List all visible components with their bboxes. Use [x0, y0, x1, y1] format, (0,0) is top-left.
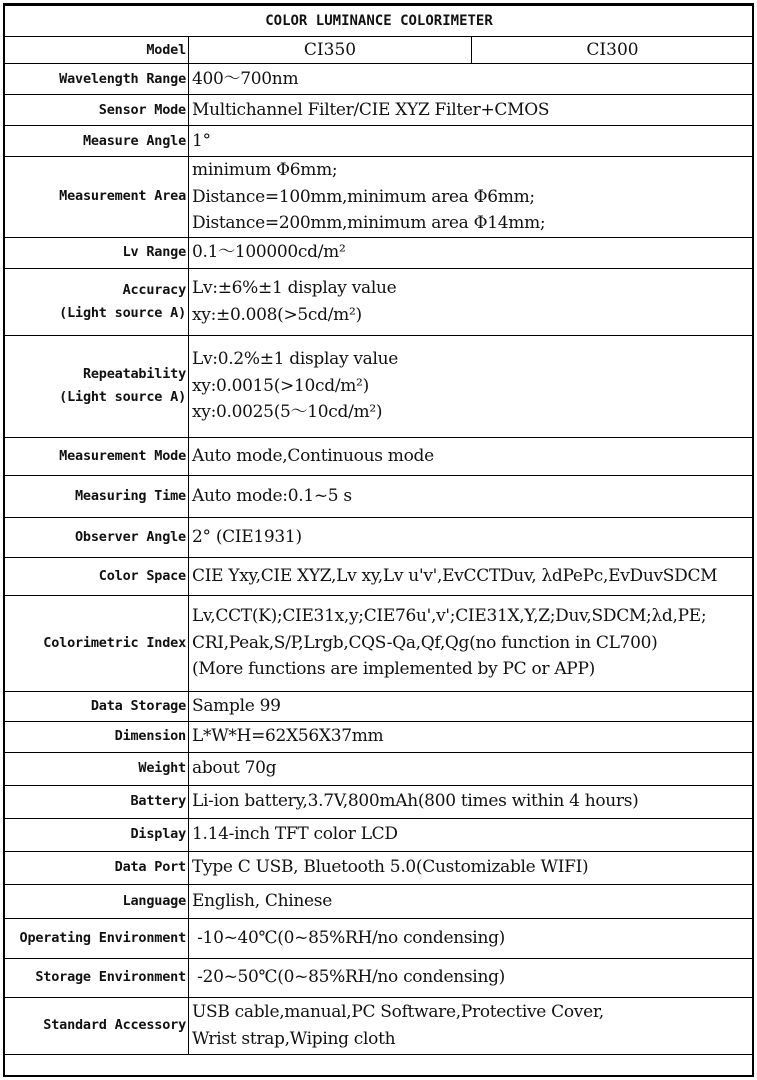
model-row: [5, 37, 754, 64]
spec-value: [189, 557, 754, 595]
spec-value-line: USB cable,manual,PC Software,Protective Cover,: [192, 1002, 604, 1022]
spec-label: [5, 335, 189, 437]
spec-value-line: -20~50℃(0~85%RH/no condensing): [192, 967, 506, 988]
spec-row: [5, 851, 754, 884]
spec-label-line: Measurement Mode: [59, 447, 186, 464]
spec-value: [189, 437, 754, 475]
spec-label-line: Sensor Mode: [98, 101, 186, 118]
spec-value: [189, 997, 754, 1054]
spec-value: [189, 64, 754, 95]
spec-label-line: Language: [122, 892, 186, 909]
spec-value-line: 0.1～100000cd/m²: [192, 242, 346, 263]
spec-label: [5, 595, 189, 691]
spec-label: [5, 437, 189, 475]
spec-label: [5, 918, 189, 958]
spec-value-line: English, Chinese: [192, 890, 332, 911]
spec-row: [5, 157, 754, 238]
spec-value-line: CIE Yxy,CIE XYZ,Lv xy,Lv u'v',EvCCTDuv, λdPePc,EvDuvSDCM: [192, 565, 718, 586]
spec-value-line: xy:±0.008(>5cd/m²): [192, 304, 362, 325]
spec-row: [5, 237, 754, 268]
spec-label-line: Repeatability: [82, 366, 186, 382]
spec-value-line: (More functions are implemented by PC or APP): [192, 659, 595, 680]
spec-value-line: L*W*H=62X56X37mm: [192, 726, 384, 747]
spec-label-line: Display: [130, 826, 186, 842]
spec-label-line: Colorimetric Index: [43, 634, 186, 651]
spec-row: [5, 721, 754, 752]
table-title: COLOR LUMINANCE COLORIMETER: [5, 6, 754, 37]
spec-value: [189, 851, 754, 884]
spec-label: [5, 752, 189, 785]
spec-value: [189, 818, 754, 851]
spec-value: [189, 517, 754, 557]
model-ci350: CI350: [189, 37, 472, 64]
spec-label-line: Observer Angle: [75, 528, 186, 545]
spec-label-line: Battery: [130, 793, 186, 809]
spec-value-line: Wrist strap,Wiping cloth: [192, 1028, 396, 1049]
spec-value-line: Lv:0.2%±1 display value: [192, 349, 399, 370]
model-ci300: CI300: [472, 37, 754, 64]
spec-value-line: 1°: [192, 130, 211, 151]
spec-row: [5, 517, 754, 557]
spec-row: [5, 884, 754, 918]
spec-value-line: Lv,CCT(K);CIE31x,y;CIE76u',v';CIE31X,Y,Z;Duv,SDCM;λd,PE;: [192, 606, 707, 627]
spec-label-line: Data Storage: [90, 697, 186, 714]
spec-label: [5, 64, 189, 95]
spec-row: [5, 595, 754, 691]
spec-row: [5, 475, 754, 517]
spec-label: [5, 557, 189, 595]
spec-value-line: about 70g: [192, 758, 277, 779]
spec-value-line: Auto mode:0.1~5 s: [192, 485, 352, 506]
spec-value-line: Li-ion battery,3.7V,800mAh(800 times within 4 hours): [192, 791, 639, 812]
spec-value: [189, 785, 754, 818]
spec-table: [4, 5, 754, 1055]
spec-label: [5, 997, 189, 1054]
spec-value-line: Auto mode,Continuous mode: [192, 445, 434, 466]
spec-label: [5, 475, 189, 517]
spec-row: [5, 818, 754, 851]
spec-value: [189, 958, 754, 997]
spec-value-line: Distance=200mm,minimum area Φ14mm;: [192, 213, 546, 233]
spec-label: [5, 237, 189, 268]
spec-value: [189, 595, 754, 691]
spec-value-line: -10~40℃(0~85%RH/no condensing): [192, 927, 506, 948]
spec-value-line: Multichannel Filter/CIE XYZ Filter+CMOS: [192, 99, 550, 120]
spec-row: [5, 268, 754, 335]
spec-label: [5, 851, 189, 884]
spec-value: [189, 237, 754, 268]
spec-value: [189, 752, 754, 785]
spec-label-line: Wavelength Range: [59, 70, 186, 87]
spec-value-line: 2° (CIE1931): [192, 526, 302, 547]
spec-label-line: Data Port: [114, 859, 186, 875]
spec-label-line: (Light source A): [59, 304, 186, 321]
spec-label: [5, 157, 189, 238]
spec-label: [5, 958, 189, 997]
spec-label: [5, 268, 189, 335]
spec-row: [5, 691, 754, 721]
spec-label: [5, 95, 189, 126]
spec-label-line: Color Space: [98, 567, 186, 584]
spec-label: [5, 126, 189, 157]
spec-value-line: xy:0.0025(5～10cd/m²): [192, 402, 383, 423]
spec-value-line: 400～700nm: [192, 68, 299, 89]
spec-row: [5, 752, 754, 785]
spec-value-line: Lv:±6%±1 display value: [192, 278, 397, 298]
spec-label-line: Weight: [138, 760, 186, 776]
spec-label: [5, 818, 189, 851]
model-label: Model: [5, 37, 189, 64]
spec-value-line: Sample 99: [192, 695, 281, 716]
spec-label: [5, 721, 189, 752]
spec-label-line: Dimension: [114, 728, 186, 744]
spec-row: [5, 918, 754, 958]
spec-value: [189, 721, 754, 752]
spec-label-line: Accuracy: [122, 281, 186, 298]
spec-label-line: Measurement Area: [59, 188, 186, 205]
spec-label: [5, 884, 189, 918]
spec-row: [5, 126, 754, 157]
spec-value-line: xy:0.0015(>10cd/m²): [192, 375, 369, 396]
spec-value: [189, 918, 754, 958]
spec-label: [5, 785, 189, 818]
spec-label-line: Measuring Time: [75, 487, 186, 504]
spec-value-line: minimum Φ6mm;: [192, 160, 338, 180]
title-row: [5, 6, 754, 37]
spec-label: [5, 517, 189, 557]
spec-value: [189, 884, 754, 918]
spec-row: [5, 64, 754, 95]
spec-label: [5, 691, 189, 721]
spec-value-line: Type C USB, Bluetooth 5.0(Customizable WIFI): [192, 857, 589, 878]
spec-value-line: 1.14-inch TFT color LCD: [192, 824, 398, 845]
spec-value: [189, 157, 754, 238]
spec-label-line: Operating Environment: [19, 929, 186, 946]
spec-value: [189, 95, 754, 126]
spec-label-line: Storage Environment: [35, 969, 186, 985]
spec-row: [5, 557, 754, 595]
spec-label-line: Lv Range: [122, 244, 186, 260]
spec-value: [189, 475, 754, 517]
spec-row: [5, 335, 754, 437]
spec-row: [5, 958, 754, 997]
spec-row: [5, 785, 754, 818]
spec-label-line: Standard Accessory: [43, 1017, 186, 1033]
spec-value: [189, 335, 754, 437]
spec-row: [5, 95, 754, 126]
spec-row: [5, 437, 754, 475]
spec-label-line: (Light source A): [59, 389, 186, 405]
spec-value: [189, 691, 754, 721]
spec-value: [189, 268, 754, 335]
spec-value-line: Distance=100mm,minimum area Φ6mm;: [192, 186, 535, 207]
spec-value: [189, 126, 754, 157]
spec-value-line: CRI,Peak,S/P,Lrgb,CQS-Qa,Qf,Qg(no function in CL700): [192, 632, 658, 653]
spec-label-line: Measure Angle: [82, 132, 186, 149]
spec-row: [5, 997, 754, 1054]
